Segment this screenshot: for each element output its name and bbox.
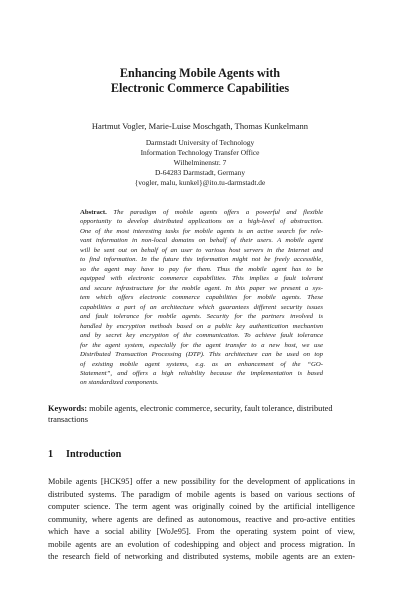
abstract-line: handled by encryption methods based on a public key authentication mechanism <box>80 322 323 330</box>
keywords-line: transactions <box>48 415 89 425</box>
abstract-line: of existing mobile agent systems, e.g. as an enhancement of the “GO- <box>80 360 323 368</box>
abstract-line: tem which offers electronic commerce capabilities for mobile agents. These <box>80 294 323 302</box>
paper-title <box>0 66 400 96</box>
body-line: computer science. The term agent was originally coined by the artificial intelligence <box>48 502 355 511</box>
keywords <box>48 403 355 425</box>
section-title: Introduction <box>66 449 122 460</box>
keywords-line: Keywords: mobile agents, electronic commerce, security, fault tolerance, distributed <box>48 404 333 413</box>
title-line-1: Enhancing Mobile Agents with <box>119 66 281 80</box>
section-number: 1 <box>48 449 54 460</box>
abstract-line: to find information. In the future this information might not be freely accessible, <box>80 256 323 264</box>
body-line: distributed systems. The paradigm of mobile agents is based on various sections of <box>48 489 355 499</box>
body-line: mobile agents are an evolution of codeshipping and object and process migration. In <box>48 539 355 549</box>
abstract <box>80 208 323 388</box>
abstract-line: will be sent out on behalf of an user to various host servers in the Internet and <box>80 246 323 254</box>
affiliation-email: {vogler, malu, kunkel}@ito.tu-darmstadt.de <box>134 177 266 187</box>
abstract-line: for the agent system, especially for the agent transfer to a new host, we use <box>80 341 323 349</box>
abstract-line: One of the most interesting tasks for mobile agents is an active search for rele- <box>80 227 323 235</box>
abstract-line: and by secret key encryption of the communication. To achieve fault tolerance <box>80 332 323 340</box>
body-text <box>48 476 355 564</box>
keywords-label: Keywords: <box>48 404 88 413</box>
body-line: community, where agents are defined as autonomous, reactive and pro-active entities <box>48 514 355 524</box>
body-line: which have a social ability [WoJe95]. From the operating system point of view, <box>48 527 355 536</box>
abstract-line: Distributed Transaction Processing (DTP). This architecture can be used on top <box>80 351 323 359</box>
abstract-line: opportunity to develop distributed applications on a high-level of abstraction. <box>80 218 323 226</box>
abstract-line: on standardized components. <box>80 379 159 387</box>
abstract-label: Abstract. <box>80 209 107 216</box>
affiliation-line: Wilhelminenstr. 7 <box>173 157 227 167</box>
affiliation-block <box>0 138 400 188</box>
affiliation-line: D-64283 Darmstadt, Germany <box>154 167 246 177</box>
affiliation-line: Darmstadt University of Technology <box>145 138 255 147</box>
section-heading <box>48 449 121 460</box>
abstract-line: and fault tolerance for mobile agents. Security for the partners involved is <box>80 313 323 321</box>
title-line-2: Electronic Commerce Capabilities <box>110 81 290 95</box>
abstract-line: capabilities a part of an architecture which guarantees different security issues <box>80 303 323 311</box>
body-line: the research field of networking and distributed systems, mobile agents are an exten- <box>48 552 355 561</box>
author-list: Hartmut Vogler, Marie-Luise Moschgath, Thomas Kunkelmann <box>91 121 309 131</box>
affiliation-line: Information Technology Transfer Office <box>140 147 260 157</box>
abstract-line: vant information in non-local domains on behalf of their users. A mobile agent <box>80 237 323 245</box>
abstract-line: Abstract. The paradigm of mobile agents offers a powerful and flexible <box>80 209 323 216</box>
abstract-line: so the agent may have to pay for them. Thus the mobile agent has to be <box>80 265 323 273</box>
abstract-line: equipped with electronic commerce capabilities. This implies a fault tolerant <box>80 275 323 283</box>
body-line: Mobile agents [HCK95] offer a new possibility for the development of applications in <box>48 477 355 486</box>
abstract-line: Statement”, and offers a high reliability because the implementation is based <box>80 369 323 377</box>
abstract-line: and secure infrastructure for the mobile agent. In this paper we present a sys- <box>80 284 323 292</box>
